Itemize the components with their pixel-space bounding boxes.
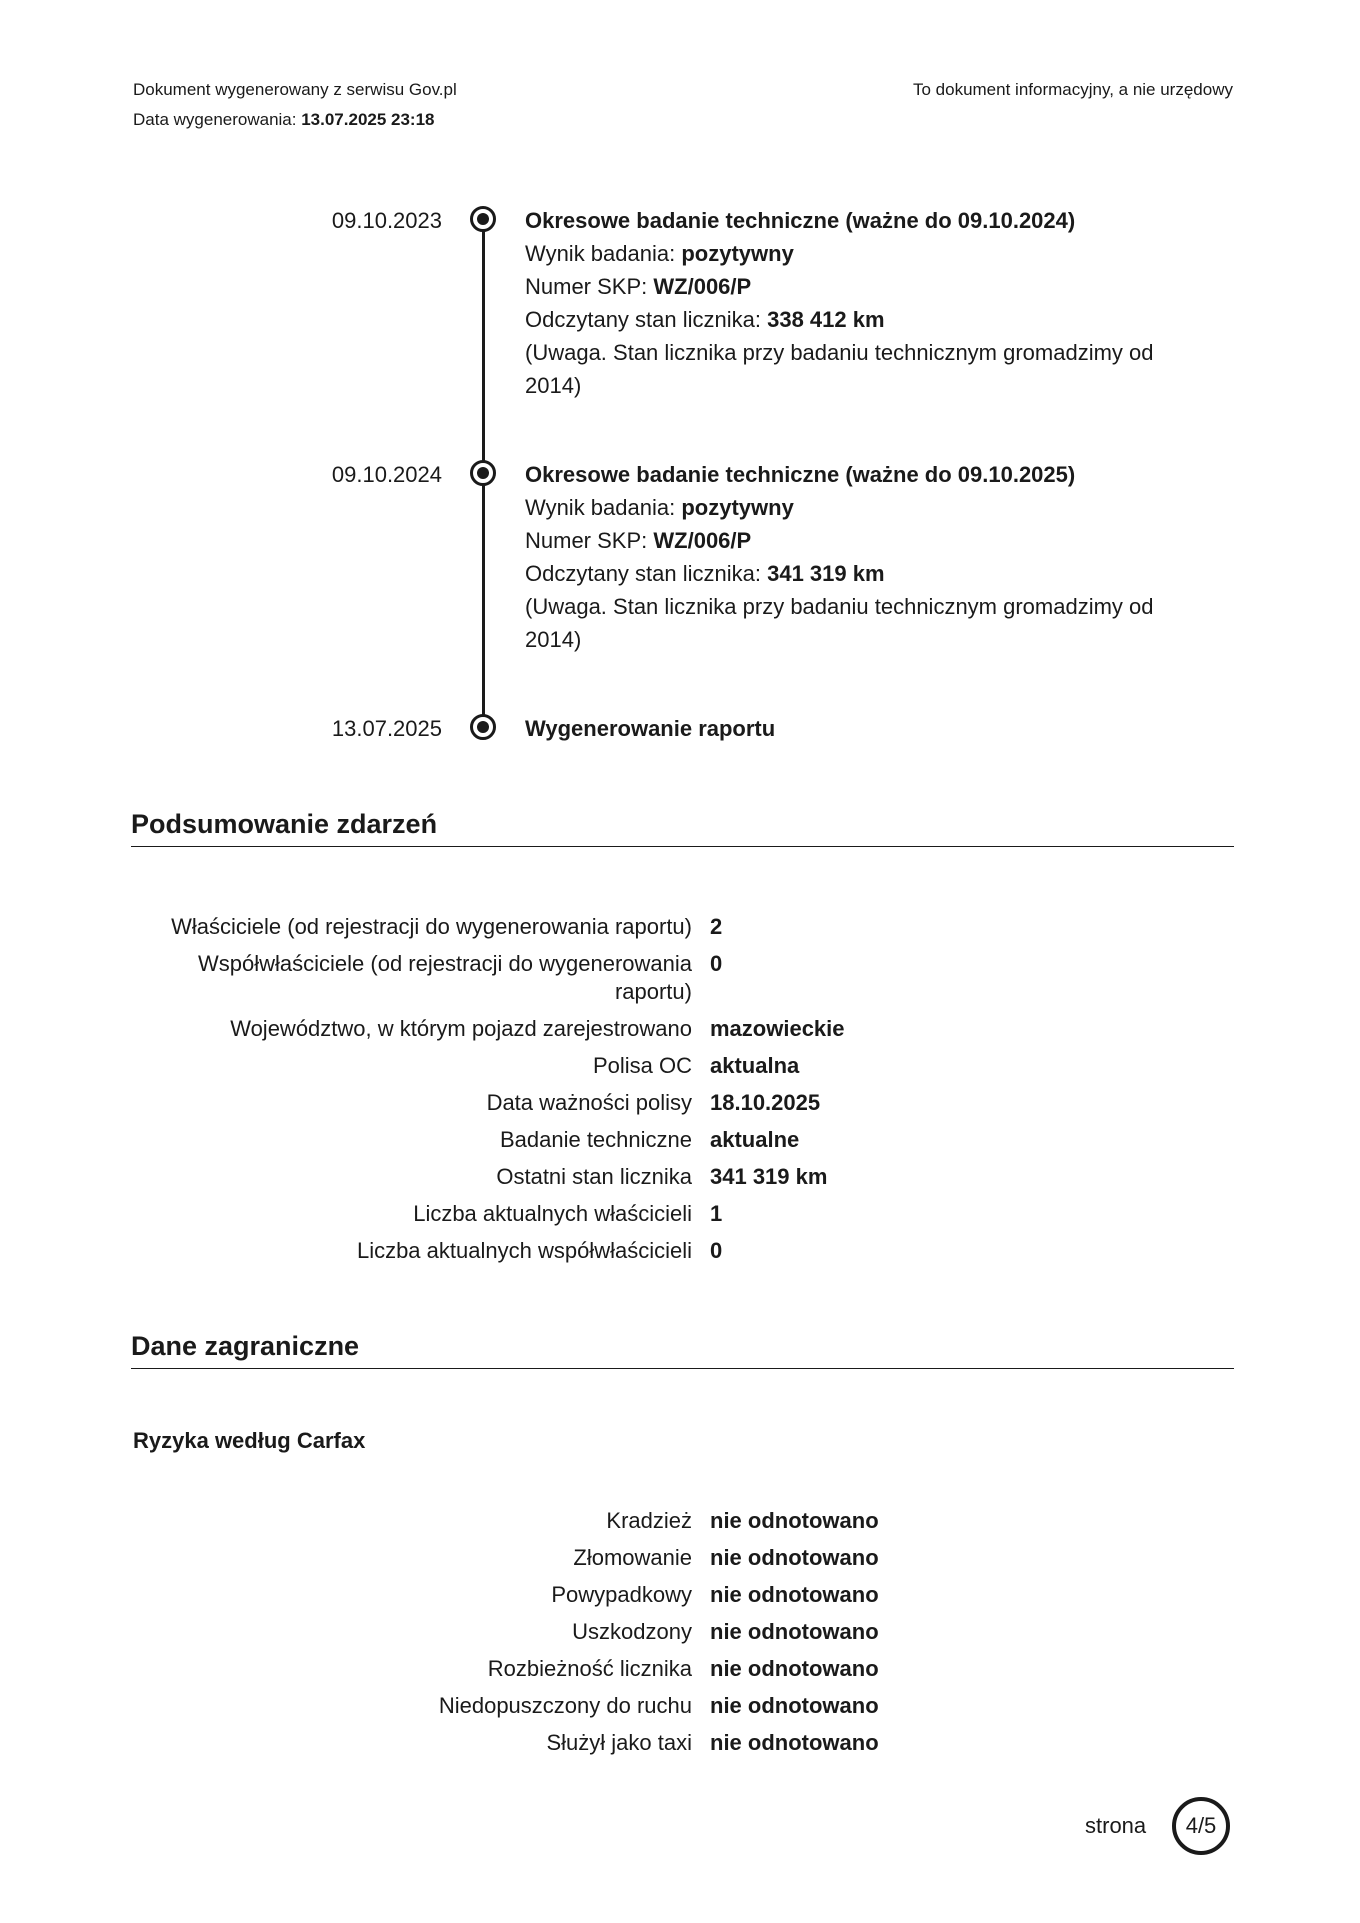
event-skp — [525, 524, 1185, 557]
skp-value: WZ/006/P — [653, 274, 752, 299]
summary-value: 2 — [710, 914, 723, 939]
summary-value: 18.10.2025 — [710, 1090, 821, 1115]
event-title: Okresowe badanie techniczne (ważne do 09.10.2024) — [525, 208, 1076, 233]
summary-key: Badanie techniczne — [499, 1127, 692, 1152]
skp-label: Numer SKP: — [525, 274, 648, 299]
summary-value: 0 — [710, 1238, 723, 1263]
risk-key: Powypadkowy — [551, 1582, 692, 1607]
summary-key: Liczba aktualnych właścicieli — [413, 1201, 692, 1226]
result-label: Wynik badania: — [525, 241, 676, 266]
risk-row — [130, 1729, 1130, 1757]
timeline-date: 09.10.2023 — [331, 208, 442, 233]
event-result — [525, 491, 1185, 524]
risk-row — [130, 1692, 1130, 1720]
event-title: Wygenerowanie raportu — [525, 716, 776, 741]
risk-value: nie odnotowano — [710, 1508, 879, 1533]
risk-value: nie odnotowano — [710, 1656, 879, 1681]
summary-key: Właściciele (od rejestracji do wygenerowania raportu) — [171, 914, 692, 939]
event-result — [525, 237, 1185, 270]
summary-list — [130, 913, 1130, 1274]
summary-row — [130, 913, 1130, 941]
risk-value: nie odnotowano — [710, 1545, 879, 1570]
summary-row — [130, 1163, 1130, 1191]
timeline-dot — [470, 714, 496, 740]
carfax-risk-list — [130, 1507, 1130, 1766]
header-source-text: Dokument wygenerowany z serwisu Gov.pl — [133, 80, 457, 99]
timeline-event — [525, 712, 1185, 745]
risk-key: Niedopuszczony do ruchu — [438, 1693, 692, 1718]
summary-value: 341 319 km — [710, 1164, 828, 1189]
risk-row — [130, 1655, 1130, 1683]
event-note-line1: (Uwaga. Stan licznika przy badaniu technicznym gromadzimy od — [525, 340, 1154, 365]
timeline-dot — [470, 460, 496, 486]
odometer-label: Odczytany stan licznika: — [525, 307, 761, 332]
timeline-date: 13.07.2025 — [331, 716, 442, 741]
skp-value: WZ/006/P — [653, 528, 752, 553]
header-disclaimer — [913, 80, 1233, 100]
summary-key: Data ważności polisy — [486, 1090, 692, 1115]
risk-key: Uszkodzony — [572, 1619, 692, 1644]
carfax-subtitle: Ryzyka według Carfax — [133, 1428, 366, 1453]
page-number-badge — [1172, 1797, 1230, 1855]
result-value: pozytywny — [681, 241, 794, 266]
skp-label: Numer SKP: — [525, 528, 648, 553]
risk-row — [130, 1544, 1130, 1572]
event-note-line2: 2014) — [525, 373, 582, 398]
summary-key: Liczba aktualnych współwłaścicieli — [356, 1238, 692, 1263]
header-generated — [133, 110, 435, 130]
page-label: strona — [1085, 1813, 1147, 1838]
section-title-summary: Podsumowanie zdarzeń — [131, 808, 1234, 847]
summary-row — [130, 1200, 1130, 1228]
summary-row — [130, 950, 1130, 1006]
timeline-event — [525, 204, 1185, 402]
risk-row — [130, 1507, 1130, 1535]
timeline-date: 09.10.2024 — [331, 462, 442, 487]
summary-key-line1: Współwłaściciele (od rejestracji do wygenerowania — [198, 951, 692, 976]
odometer-value: 341 319 km — [767, 561, 885, 586]
summary-row — [130, 1052, 1130, 1080]
summary-value: aktualne — [710, 1127, 800, 1152]
event-title: Okresowe badanie techniczne (ważne do 09.10.2025) — [525, 462, 1076, 487]
section-title-foreign: Dane zagraniczne — [131, 1330, 1234, 1369]
event-note-line2: 2014) — [525, 627, 582, 652]
summary-key: Województwo, w którym pojazd zarejestrowano — [230, 1016, 692, 1041]
summary-row — [130, 1126, 1130, 1154]
summary-row — [130, 1015, 1130, 1043]
page-number: 4/5 — [1185, 1813, 1217, 1838]
summary-value: 0 — [710, 951, 723, 976]
risk-row — [130, 1618, 1130, 1646]
summary-value: mazowieckie — [710, 1016, 845, 1041]
event-note-line1: (Uwaga. Stan licznika przy badaniu technicznym gromadzimy od — [525, 594, 1154, 619]
risk-value: nie odnotowano — [710, 1582, 879, 1607]
odometer-value: 338 412 km — [767, 307, 885, 332]
summary-row — [130, 1237, 1130, 1265]
timeline-dot — [470, 206, 496, 232]
risk-value: nie odnotowano — [710, 1693, 879, 1718]
disclaimer-text: To dokument informacyjny, a nie urzędowy — [912, 80, 1233, 99]
timeline-event — [525, 458, 1185, 656]
summary-value: aktualna — [710, 1053, 800, 1078]
summary-row — [130, 1089, 1130, 1117]
event-odometer — [525, 557, 1185, 590]
risk-row — [130, 1581, 1130, 1609]
odometer-label: Odczytany stan licznika: — [525, 561, 761, 586]
risk-key: Służył jako taxi — [546, 1730, 692, 1755]
risk-value: nie odnotowano — [710, 1730, 879, 1755]
summary-key-line2: raportu) — [614, 979, 692, 1004]
summary-key: Polisa OC — [592, 1053, 692, 1078]
risk-key: Złomowanie — [573, 1545, 692, 1570]
generated-value: 13.07.2025 23:18 — [301, 110, 435, 129]
result-label: Wynik badania: — [525, 495, 676, 520]
header-source — [133, 80, 457, 100]
risk-key: Kradzież — [606, 1508, 692, 1533]
event-odometer — [525, 303, 1185, 336]
summary-key — [130, 950, 710, 1006]
summary-key: Ostatni stan licznika — [496, 1164, 692, 1189]
result-value: pozytywny — [681, 495, 794, 520]
risk-key: Rozbieżność licznika — [487, 1656, 692, 1681]
summary-value: 1 — [710, 1201, 723, 1226]
generated-label: Data wygenerowania: — [133, 110, 297, 129]
risk-value: nie odnotowano — [710, 1619, 879, 1644]
event-skp — [525, 270, 1185, 303]
